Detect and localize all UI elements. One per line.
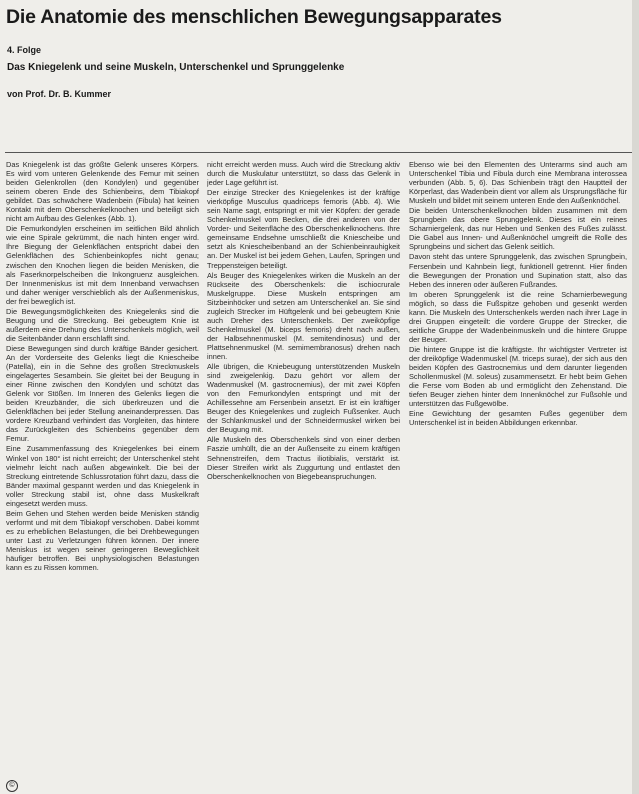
paragraph: Eine Gewichtung der gesamten Fußes gegenüber dem Unterschenkel ist in beiden Abbildungen erkennbar.	[409, 409, 627, 428]
paragraph: Die Femurkondylen erscheinen im seitlichen Bild ähnlich wie eine Spirale gekrümmt, die nach hinten enger wird. Ihre Biegung der Gelenkflächen entspricht dabei den Gelenkflächen des Schienbeinkopfes nicht genau; zwischen den Knochen liegen die beiden Menisken, die als Faserknorpelscheiben die Inkongruenz ausgleichen. Der Innenmeniskus ist mit dem Innenband verwachsen und daher weniger verschieblich als der Außenmeniskus, der frei beweglich ist.	[6, 224, 199, 306]
paragraph: Im oberen Sprunggelenk ist die reine Scharnierbewegung möglich, so dass die Fußspitze gehoben und gesenkt werden kann. Die Muskeln des Unterschenkels werden nach ihrer Lage in drei Gruppen eingeteilt: die vordere Gruppe der Strecker, die seitliche Gruppe der Wadenbeinmuskeln und die hintere Gruppe der Beuger.	[409, 289, 627, 344]
paragraph: Alle übrigen, die Kniebeugung unterstützenden Muskeln sind zweigelenkig. Dazu gehört vor allem der Wadenmuskel (M. gastrocnemius), der mit zwei Köpfen von den Femurkondylen entspringt und mit der Achillessehne am Fersenbein ansetzt. Er ist ein kräftiger Beuger des Kniegelenkes und zugleich Fußsenker. Auch der Schlankmuskel und der Schneidermuskel wirken bei der Beugung mit.	[207, 362, 400, 435]
paragraph: Diese Bewegungen sind durch kräftige Bänder gesichert. An der Vorderseite des Gelenks liegt die Kniescheibe (Patella), ein in die Sehne des großen Streckmuskels eingelagertes Sesambein. Sie gleitet bei der Beugung in einer Rinne zwischen den Kondylen und schützt das Gelenk vor Stößen. Im Inneren des Gelenks liegen die beiden Kreuzbänder, die sich überkreuzen und die Gelenkflächen bei jeder Stellung aneinanderpressen. Das vordere Kreuzband verhindert das Vorgleiten, das hintere das Zurückgleiten des Schienbeins gegenüber dem Femur.	[6, 343, 199, 444]
paragraph: Davon steht das untere Sprunggelenk, das zwischen Sprungbein, Fersenbein und Kahnbein liegt, funktionell getrennt. Hier finden die Bewegungen der Pronation und Supination statt, also das Heben des inneren oder äußeren Fußrandes.	[409, 252, 627, 289]
copyright-icon: ©	[6, 780, 18, 792]
article-title: Die Anatomie des menschlichen Bewegungsapparates	[6, 6, 502, 28]
paragraph: Alle Muskeln des Oberschenkels sind von einer derben Faszie umhüllt, die an der Außenseite zu einem kräftigen Sehnenstreifen, dem Tractus iliotibialis, verstärkt ist. Dieser Streifen wirkt als Zuggurtung und entlastet den Oberschenkelknochen von Biegebeanspruchungen.	[207, 435, 400, 481]
text-column-1	[6, 160, 199, 788]
paragraph: Ebenso wie bei den Elementen des Unterarms sind auch am Unterschenkel Tibia und Fibula durch eine Membrana interossea verbunden (Abb. 5, 6). Das Schienbein trägt den Hauptteil der Körperlast, das Wadenbein dient vor allem als Ursprungsfläche für Muskeln und bildet mit seinem unteren Ende den Außenknöchel.	[409, 160, 627, 206]
article-subtitle: Das Kniegelenk und seine Muskeln, Unterschenkel und Sprunggelenke	[7, 62, 345, 73]
paragraph: Die hintere Gruppe ist die kräftigste. Ihr wichtigster Vertreter ist der dreiköpfige Wadenmuskel (M. triceps surae), der sich aus den beiden Köpfen des Gastrocnemius und dem darunter liegenden Schollenmuskel (M. soleus) zusammensetzt. Er hebt beim Gehen die Ferse vom Boden ab und ermöglicht den Zehenstand. Die tiefen Beuger ziehen hinter dem Innenknöchel zur Fußsohle und unterstützen das Fußgewölbe.	[409, 344, 627, 409]
paragraph: Beim Gehen und Stehen werden beide Menisken ständig verformt und mit dem Tibiakopf verschoben. Dabei kommt es zu erheblichen Belastungen, die bei Drehbewegungen unter Last zu Verletzungen führen können. Der innere Meniskus ist wegen seiner geringeren Beweglichkeit häufiger betroffen. Bei unphysiologischen Belastungen kann es zu Rissen kommen.	[6, 508, 199, 573]
paragraph: Die beiden Unterschenkelknochen bilden zusammen mit dem Sprungbein das obere Sprunggelenk. Dieses ist ein reines Scharniergelenk, das nur Heben und Senken des Fußes zulässt. Die Gabel aus Innen- und Außenknöchel umgreift die Rolle des Sprungbeins und sichert das Gelenk seitlich.	[409, 206, 627, 252]
text-column-3	[409, 160, 627, 788]
article-author: von Prof. Dr. B. Kummer	[7, 89, 112, 99]
page-edge	[632, 0, 639, 794]
text-column-2	[207, 160, 400, 788]
header-divider	[5, 152, 632, 153]
paragraph: Der einzige Strecker des Kniegelenkes ist der kräftige vierköpfige Musculus quadriceps femoris (Abb. 4). Wie sein Name sagt, entspringt er mit vier Köpfen: der gerade Schenkelmuskel vom Becken, die drei anderen von der Vorder- und Seitenfläche des Oberschenkelknochens. Ihre gemeinsame Endsehne umschließt die Kniescheibe und setzt als Kniescheibenband an der Schienbeinrauhigkeit an. Der Muskel ist bei jedem Gehen, Laufen, Springen und Treppensteigen beteiligt.	[207, 188, 400, 270]
paragraph: Die Bewegungsmöglichkeiten des Kniegelenks sind die Beugung und die Streckung. Bei gebeugtem Knie ist außerdem eine Drehung des Unterschenkels möglich, weil die Seitenbänder dann erschlafft sind.	[6, 306, 199, 343]
paragraph: Eine Zusammenfassung des Kniegelenkes bei einem Winkel von 180° ist nicht erreicht; der Unterschenkel steht vielmehr leicht nach außen abgewinkelt. Die bei der Streckung eintretende Schlussrotation führt dazu, dass die Bänder maximal gespannt werden und das Kniegelenk in voller Streckung stabil ist, ohne dass Muskelkraft eingesetzt werden muss.	[6, 444, 199, 508]
paragraph: Das Kniegelenk ist das größte Gelenk unseres Körpers. Es wird vom unteren Gelenkende des Femur mit seinen beiden Gelenkrollen (den Kondylen) und gegenüber seinem oberen Ende des Schienbeins, dem Tibiakopf gebildet. Das schwächere Wadenbein (Fibula) hat keinen Kontakt mit dem Oberschenkelknochen und beteiligt sich nicht am Aufbau des Gelenkes (Abb. 1).	[6, 160, 199, 224]
paragraph: Als Beuger des Kniegelenkes wirken die Muskeln an der Rückseite des Oberschenkels: die ischiocrurale Muskelgruppe. Diese Muskeln entspringen am Sitzbeinhöcker und setzen am Unterschenkel an. Sie sind zugleich Strecker im Hüftgelenk und bei gebeugtem Knie auch Dreher des Unterschenkels. Der zweiköpfige Schenkelmuskel (M. biceps femoris) dreht nach außen, der Halbsehnenmuskel (M. semitendinosus) und der Plattsehnenmuskel (M. semimembranosus) drehen nach innen.	[207, 270, 400, 361]
series-part: 4. Folge	[7, 45, 42, 55]
paragraph: nicht erreicht werden muss. Auch wird die Streckung aktiv durch die Muskulatur unterstützt, so dass das Gelenk in jeder Lage geführt ist.	[207, 160, 400, 188]
